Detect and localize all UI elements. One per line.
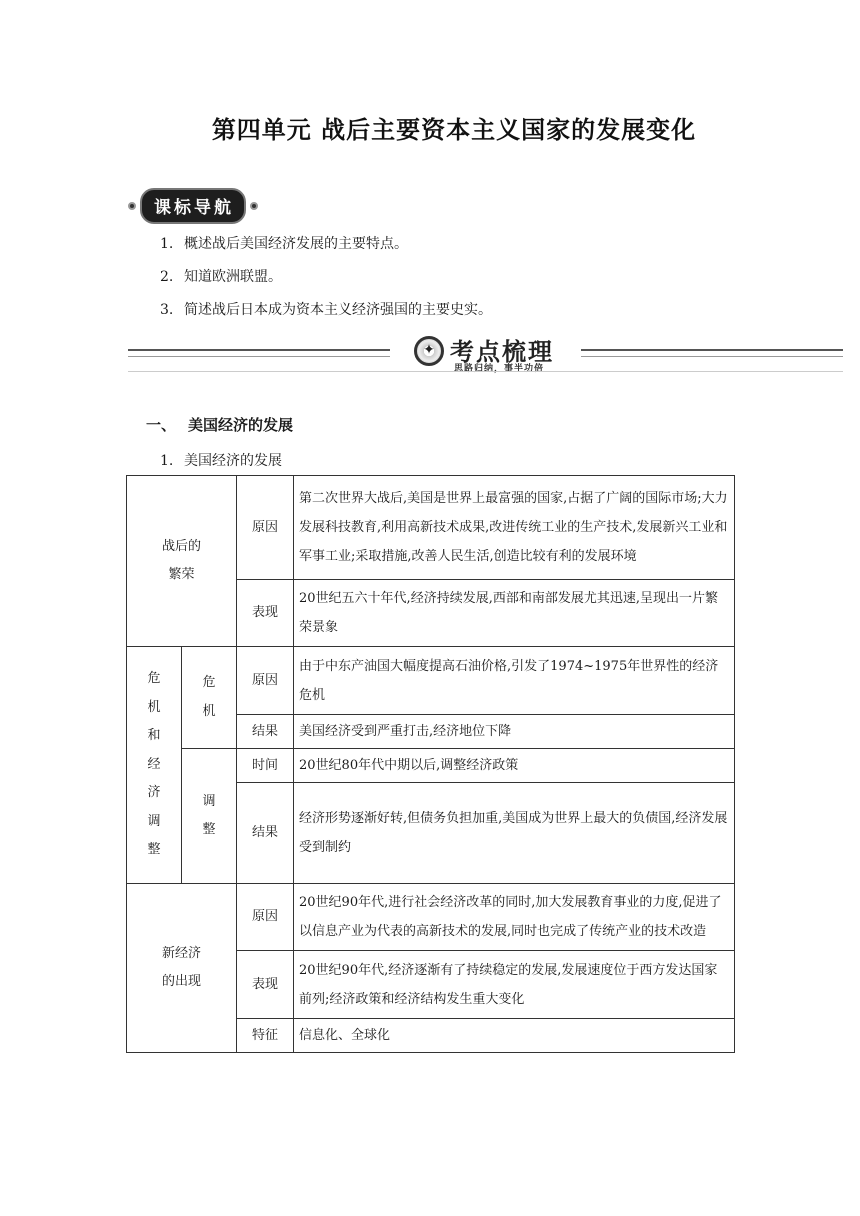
key-points-banner <box>128 330 843 374</box>
new-economy-label: 新经济 的出现 <box>127 884 237 1053</box>
new-economy-feature-label: 特征 <box>237 1019 294 1053</box>
crisis-result-text: 美国经济受到严重打击,经济地位下降 <box>294 715 735 749</box>
prosperity-cause-label: 原因 <box>237 476 294 580</box>
section-heading: 一、 美国经济的发展 <box>146 416 294 434</box>
banner-rule-right <box>581 349 843 357</box>
new-economy-performance-label: 表现 <box>237 951 294 1019</box>
new-economy-cause-text: 20世纪90年代,进行社会经济改革的同时,加大发展教育事业的力度,促进了以信息产业为代表的高新技术的发展,同时也完成了传统产业的技术改造 <box>294 884 735 951</box>
list-item: 1. 概述战后美国经济发展的主要特点。 <box>160 236 408 252</box>
banner-divider <box>128 371 843 372</box>
crisis-adjust-label <box>127 647 182 884</box>
subsection-heading: 1. 美国经济的发展 <box>160 453 282 469</box>
adjust-result-text: 经济形势逐渐好转,但债务负担加重,美国成为世界上最大的负债国,经济发展受到制约 <box>294 783 735 884</box>
crisis-cause-label: 原因 <box>237 647 294 715</box>
prosperity-performance-label: 表现 <box>237 580 294 647</box>
banner-title: 考点梳理 <box>450 338 554 366</box>
prosperity-performance-text: 20世纪五六十年代,经济持续发展,西部和南部发展尤其迅速,呈现出一片繁荣景象 <box>294 580 735 647</box>
new-economy-feature-text: 信息化、全球化 <box>294 1019 735 1053</box>
list-item: 2. 知道欧洲联盟。 <box>160 269 282 285</box>
badge-dot-left <box>128 202 136 210</box>
adjust-time-label: 时间 <box>237 749 294 783</box>
adjust-time-text: 20世纪80年代中期以后,调整经济政策 <box>294 749 735 783</box>
list-item: 3. 简述战后日本成为资本主义经济强国的主要史实。 <box>160 302 492 318</box>
curriculum-nav-badge <box>128 190 258 222</box>
crisis-result-label: 结果 <box>237 715 294 749</box>
prosperity-cause-text: 第二次世界大战后,美国是世界上最富强的国家,占据了广阔的国际市场;大力发展科技教育,利用高新技术成果,改进传统工业的生产技术,发展新兴工业和军事工业;采取措施,改善人民生活,创造比较有利的发展环境 <box>294 476 735 580</box>
banner-subtitle: 思路归纳，事半功倍 <box>454 364 545 374</box>
table-row <box>127 647 735 715</box>
badge-dot-right <box>250 202 258 210</box>
us-economy-table <box>126 475 735 1053</box>
banner-rule-left <box>128 349 390 357</box>
crisis-label: 危 机 <box>182 647 237 749</box>
adjust-result-label: 结果 <box>237 783 294 884</box>
prosperity-label: 战后的 繁荣 <box>127 476 237 647</box>
curriculum-goals-list <box>160 233 492 332</box>
adjust-label: 调 整 <box>182 749 237 884</box>
table-row <box>127 884 735 951</box>
page-title: 第四单元 战后主要资本主义国家的发展变化 <box>211 116 697 144</box>
table-row <box>127 749 735 783</box>
new-economy-performance-text: 20世纪90年代,经济逐渐有了持续稳定的发展,发展速度位于西方发达国家前列;经济政策和经济结构发生重大变化 <box>294 951 735 1019</box>
new-economy-cause-label: 原因 <box>237 884 294 951</box>
badge-label: 课标导航 <box>140 188 246 224</box>
table-row <box>127 476 735 580</box>
compass-icon: ✦ <box>414 336 444 366</box>
vertical-label: 危 机 和 经 济 调 整 <box>147 671 161 858</box>
crisis-cause-text: 由于中东产油国大幅度提高石油价格,引发了1974~1975年世界性的经济危机 <box>294 647 735 715</box>
